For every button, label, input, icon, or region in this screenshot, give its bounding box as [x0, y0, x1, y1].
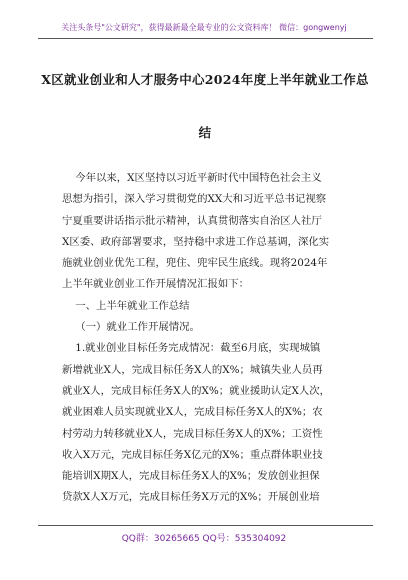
- body-line: 贷款X人X万元，完成目标任务X万元的X%；开展创业培: [62, 491, 320, 504]
- body-line: 村劳动力转移就业X人，完成目标任务X人的X%；工资性: [62, 427, 323, 440]
- body-line: 思想为指引，深入学习贯彻党的XX大和习近平总书记视察: [62, 193, 327, 206]
- body-line: 能培训X期X人，完成目标任务X人的X%；发放创业担保: [62, 470, 320, 483]
- body-line: 宁夏重要讲话指示批示精神，认真贯彻落实自治区人社厅: [62, 214, 322, 227]
- body-line: （一）就业工作开展情况。: [62, 321, 200, 334]
- page-header-banner: 关注头条号"公文研究"，获得最新最全最专业的公文资料库！ 微信：gongwenyj: [61, 23, 347, 32]
- body-line: 就业困难人员实现就业X人，完成目标任务X人的X%；农: [62, 406, 323, 419]
- document-title-line-2: 结: [198, 125, 212, 140]
- body-line: 就业X人，完成目标任务X人的X%；就业援助认定X人次，: [62, 384, 331, 397]
- body-line: 1.就业创业目标任务完成情况：截至6月底，实现城镇: [62, 342, 321, 355]
- page-footer-contact: QQ群：30265665 QQ号：535304092: [121, 534, 287, 544]
- document-body: [62, 168, 362, 509]
- body-line: X区委、政府部署要求，坚持稳中求进工作总基调，深化实: [62, 235, 330, 248]
- body-line: 新增就业X人，完成目标任务X人的X%；城镇失业人员再: [62, 363, 323, 376]
- body-line: 收入X万元，完成目标任务X亿元的X%；重点群体职业技: [62, 448, 323, 461]
- footer-divider: [38, 525, 373, 526]
- body-line: 上半年就业创业工作开展情况汇报如下：: [62, 278, 250, 291]
- body-line: 施就业创业优先工程，兜住、兜牢民生底线。现将2024年: [62, 257, 328, 270]
- body-line: 一、上半年就业工作总结: [62, 299, 190, 312]
- header-divider: [38, 38, 373, 39]
- document-title-line-1: X区就业创业和人才服务中心2024年度上半年就业工作总: [41, 72, 369, 87]
- body-line: 今年以来，X区坚持以习近平新时代中国特色社会主义: [62, 172, 322, 184]
